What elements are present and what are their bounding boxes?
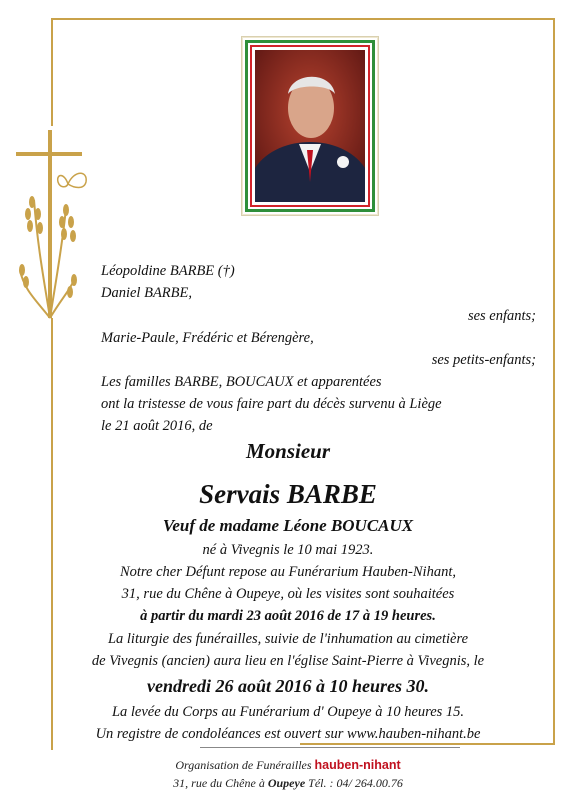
footer-org-prefix: Organisation de Funérailles xyxy=(175,758,312,772)
frame-left-border-top xyxy=(51,18,53,126)
deceased-born: né à Vivegnis le 10 mai 1923. xyxy=(202,542,374,558)
details-line-7: La levée du Corps au Funérarium d' Oupeye à 10 heures 15. xyxy=(111,704,465,720)
details-line-4: La liturgie des funérailles, suivie de l'inhumation au cimetière xyxy=(107,631,469,647)
details-line-2: 31, rue du Chêne à Oupeye, où les visites sont souhaitées xyxy=(121,586,455,602)
family-role-grandchildren: ses petits-enfants; xyxy=(431,352,536,368)
deceased-name: Servais BARBE xyxy=(199,479,377,509)
frame-top-border xyxy=(51,18,555,20)
details-funeral-date: vendredi 26 août 2016 à 10 heures 30. xyxy=(146,676,429,696)
portrait-photo xyxy=(255,50,365,202)
brand-logo-text: hauben-nihant xyxy=(314,758,401,772)
footer-addr-prefix: 31, rue du Chêne à xyxy=(173,776,265,790)
family-line-6: le 21 août 2016, de xyxy=(101,418,213,434)
details-visit-times: à partir du mardi 23 août 2016 de 17 à 19 heures. xyxy=(140,608,436,624)
family-line-2: Daniel BARBE, xyxy=(101,285,193,301)
family-line-1: Léopoldine BARBE (†) xyxy=(101,263,235,279)
details-condolences: Un registre de condoléances est ouvert sur www.hauben-nihant.be xyxy=(95,726,481,742)
frame-bottom-border xyxy=(300,743,555,745)
cross-with-wheat-and-butterfly-icon xyxy=(16,130,96,320)
family-line-3: Marie-Paule, Frédéric et Bérengère, xyxy=(101,330,314,346)
footer-divider xyxy=(200,747,460,748)
deceased-title: Monsieur xyxy=(245,439,331,463)
family-role-children: ses enfants; xyxy=(467,308,536,324)
family-line-4: Les familles BARBE, BOUCAUX et apparentées xyxy=(101,374,382,390)
footer-organisation xyxy=(0,758,576,773)
details-line-5: de Vivegnis (ancien) aura lieu en l'église Saint-Pierre à Vivegnis, le xyxy=(91,653,485,669)
footer-addr-city: Oupeye xyxy=(267,776,306,790)
deceased-widower: Veuf de madame Léone BOUCAUX xyxy=(162,516,414,535)
family-line-5: ont la tristesse de vous faire part du décès survenu à Liège xyxy=(101,396,442,412)
portrait-frame xyxy=(241,36,379,216)
details-line-1: Notre cher Défunt repose au Funérarium Hauben-Nihant, xyxy=(119,564,456,580)
footer-tel: Tél. : 04/ 264.00.76 xyxy=(308,776,403,790)
footer-address xyxy=(0,776,576,791)
